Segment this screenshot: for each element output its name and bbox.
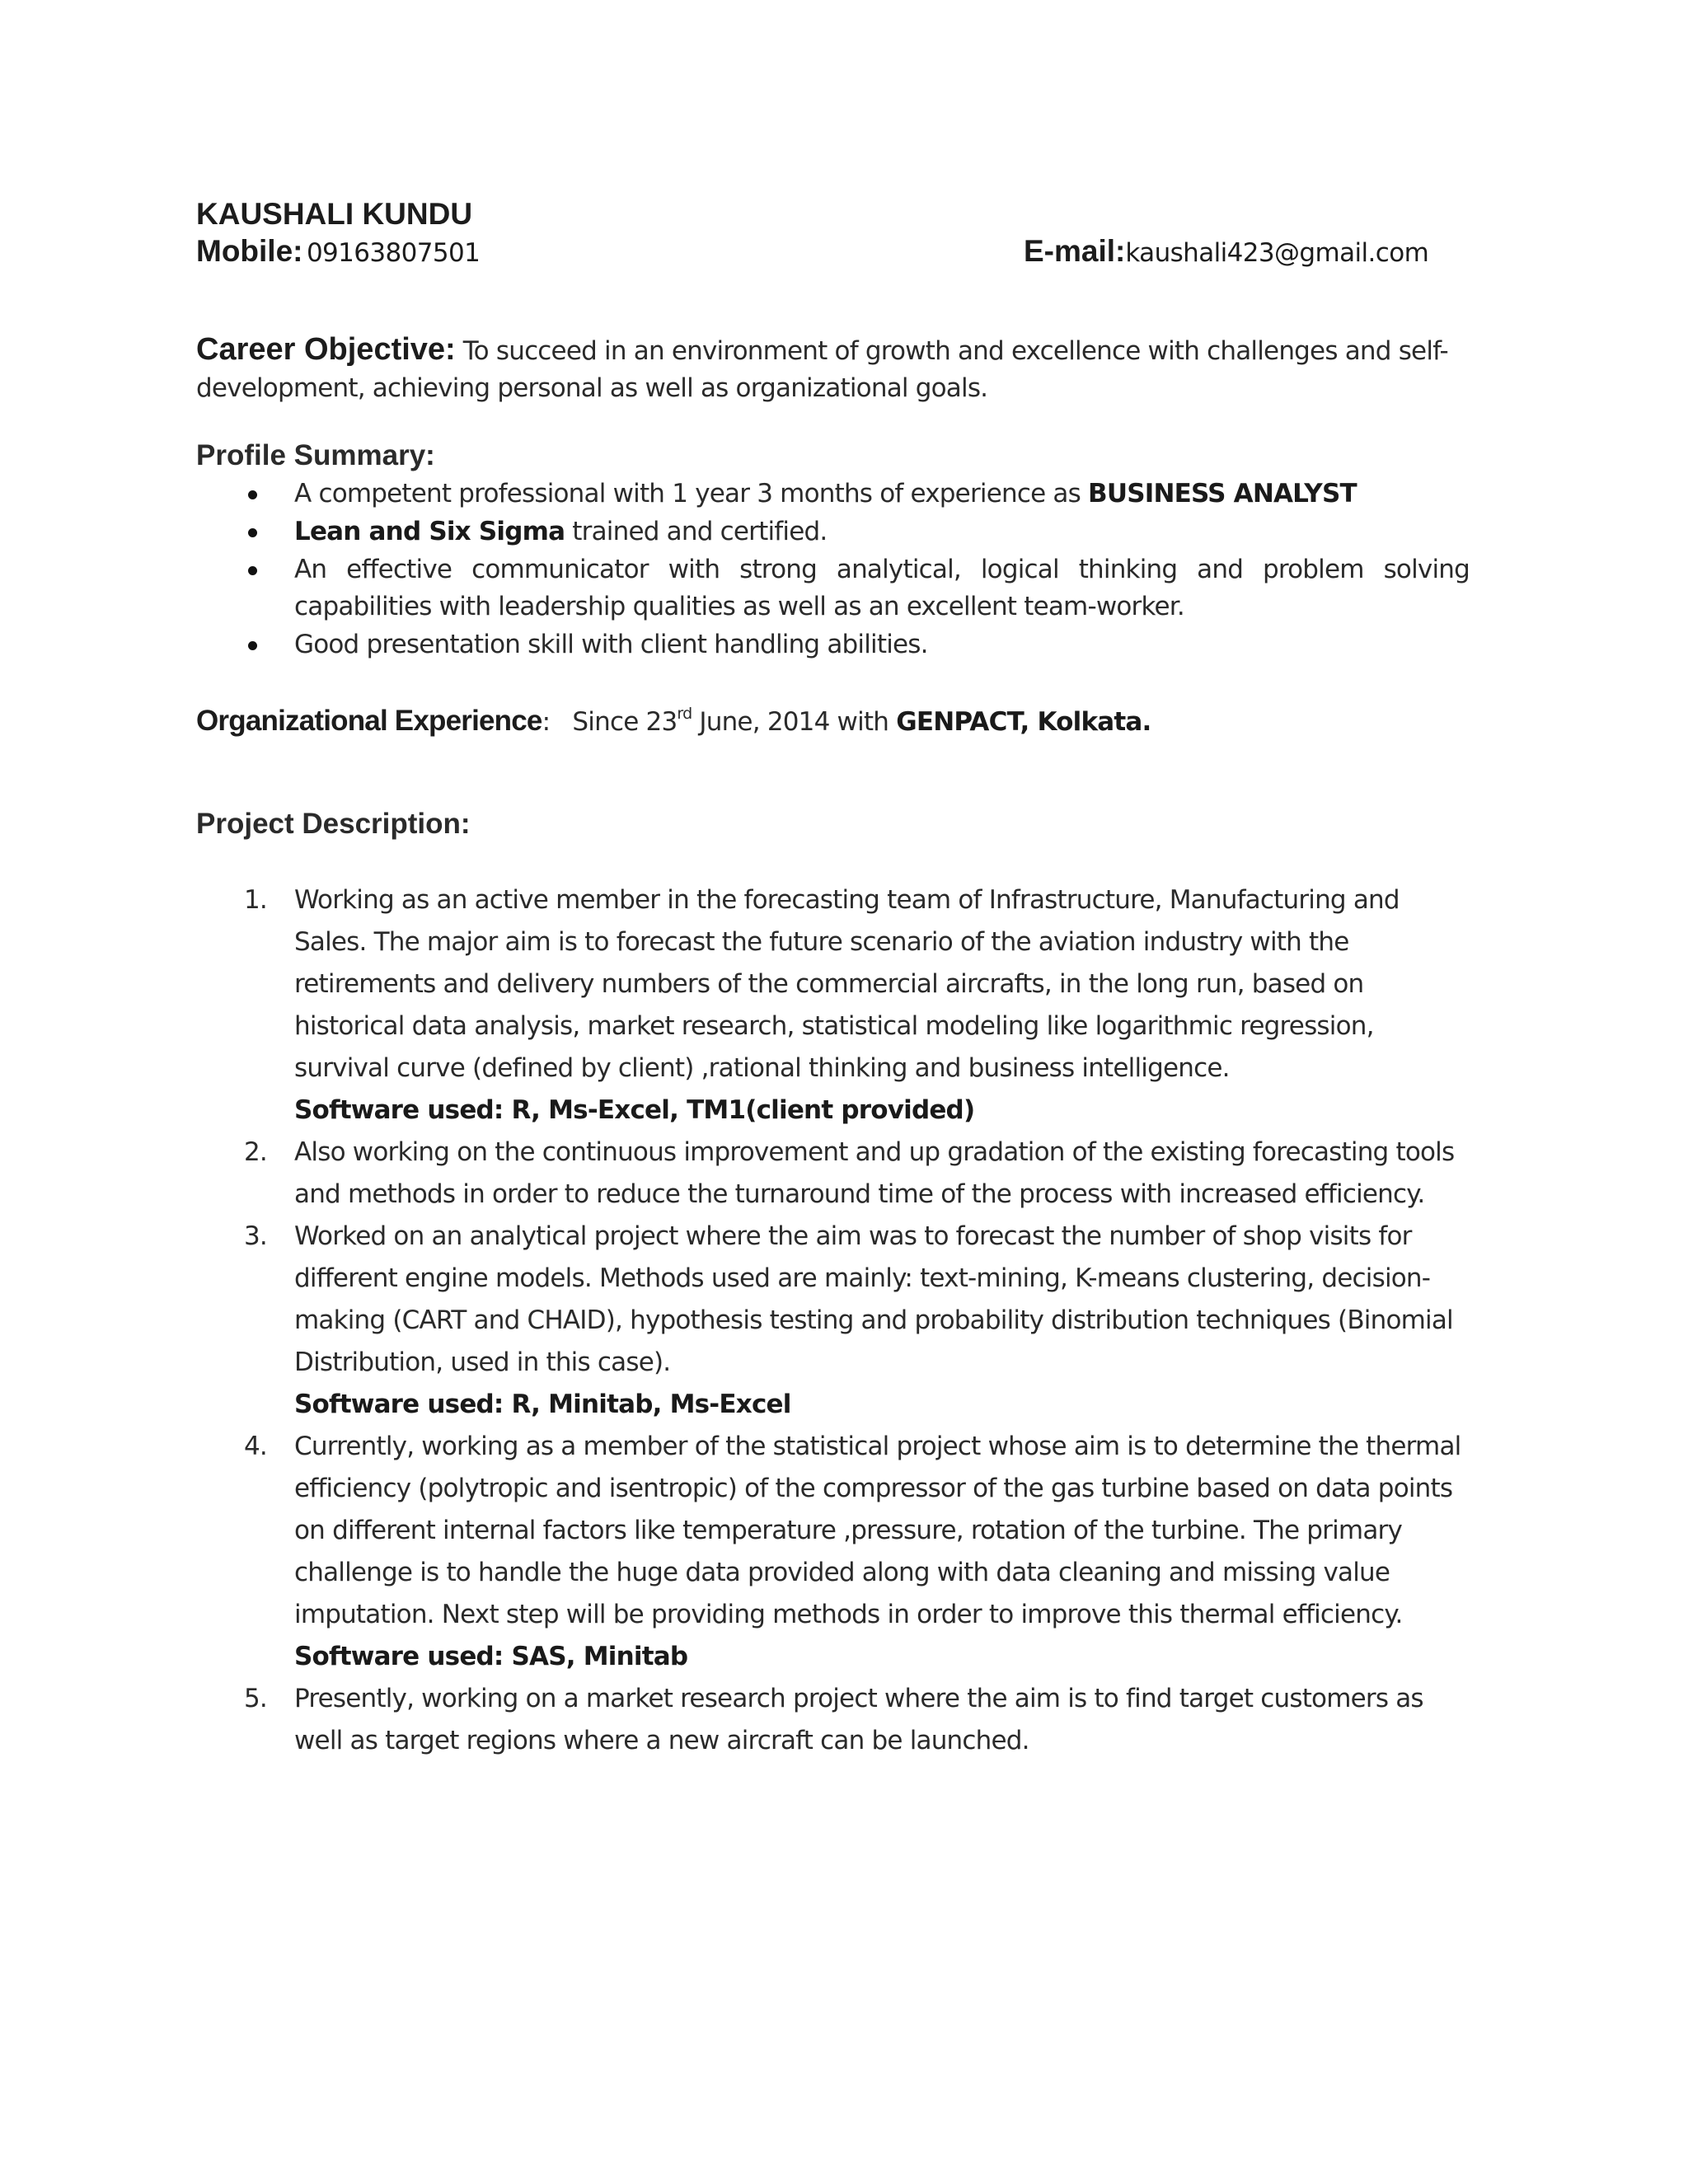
list-item-text: A competent professional with 1 year 3 months of experience as: [294, 479, 1089, 509]
list-item: [196, 476, 1470, 513]
project-description-label: Project Description: [196, 808, 461, 840]
project-description-colon: :: [460, 808, 471, 840]
bullet-icon: [248, 490, 257, 499]
bullet-icon: [248, 528, 257, 537]
bullet-icon: [248, 566, 257, 575]
project-item: [196, 879, 1470, 1132]
list-item-text: Good presentation skill with client handling abilities.: [294, 630, 928, 659]
project-item: [196, 1216, 1470, 1426]
project-description-heading: [196, 805, 1470, 843]
email-address: kaushali423@gmail.com: [1125, 238, 1429, 268]
career-objective-text: To succeed in an environment of growth and excellence with challenges and self-development, achieving personal as well as organizational goals.: [196, 336, 1448, 403]
career-objective-label: Career Objective:: [196, 332, 456, 367]
project-number: 4.: [244, 1432, 267, 1461]
project-text: Working as an active member in the forecasting team of Infrastructure, Manufacturing and Sales. The major aim is to forecast the future scenario of the aviation industry with the retirements and delivery numbers of the commercial aircrafts, in the long run, based on historical data analysis, market research, statistical modeling like logarithmic regression, survival curve (defined by client) ,rational thinking and business intelligence.: [294, 885, 1400, 1083]
mobile-label: Mobile:: [196, 234, 303, 268]
project-text: Presently, working on a market research project where the aim is to find target customers as well as target regions where a new aircraft can be launched.: [294, 1684, 1423, 1755]
email-contact: [1024, 234, 1428, 269]
list-item-text: trained and certified.: [565, 517, 828, 546]
experience-since: Since 23: [572, 707, 678, 737]
organizational-experience-colon: :: [542, 707, 551, 737]
experience-date: June, 2014 with: [692, 707, 897, 737]
candidate-name: KAUSHALI KUNDU: [196, 197, 473, 231]
list-item-emphasis: Lean and Six Sigma: [294, 517, 565, 546]
mobile-contact: [196, 234, 480, 269]
list-item: [196, 626, 1470, 663]
bullet-icon: [248, 641, 257, 650]
project-number: 1.: [244, 885, 267, 915]
project-text: Worked on an analytical project where the aim was to forecast the number of shop visits for different engine models. Methods used are mainly: text-mining, K-means clustering, decision-making (CART and CHAID), hypothesis testing and probability distribution techniques (Binomial Distribution, used in this case).: [294, 1221, 1453, 1377]
organizational-experience-label: Organizational Experience: [196, 705, 542, 737]
date-suffix: rd: [677, 705, 692, 723]
email-label: E-mail:: [1024, 234, 1126, 268]
software-used: Software used: R, Minitab, Ms-Excel: [294, 1390, 791, 1419]
list-item: [196, 551, 1470, 626]
profile-summary-heading: Profile Summary:: [196, 439, 435, 471]
project-text: Also working on the continuous improvement and up gradation of the existing forecasting tools and methods in order to reduce the turnaround time of the process with increased efficiency.: [294, 1137, 1455, 1209]
project-item: [196, 1678, 1470, 1762]
project-number: 3.: [244, 1221, 267, 1251]
contact-row: [196, 232, 1470, 274]
list-item: [196, 513, 1470, 551]
software-used: Software used: R, Ms-Excel, TM1(client provided): [294, 1095, 975, 1125]
software-used: Software used: SAS, Minitab: [294, 1642, 688, 1671]
company-name: GENPACT, Kolkata.: [896, 707, 1151, 737]
project-number: 2.: [244, 1137, 267, 1167]
list-item-text: An effective communicator with strong analytical, logical thinking and problem solving capabilities with leadership qualities as well as an excellent team-worker.: [294, 555, 1470, 621]
career-objective: [196, 331, 1470, 407]
project-list: [196, 879, 1470, 1762]
project-item: [196, 1132, 1470, 1216]
organizational-experience: [196, 693, 1470, 743]
resume-page: [196, 196, 1470, 1762]
project-text: Currently, working as a member of the statistical project whose aim is to determine the thermal efficiency (polytropic and isentropic) of the compressor of the gas turbine based on data points on different internal factors like temperature ,pressure, rotation of the turbine. The primary challenge is to handle the huge data provided along with data cleaning and missing value imputation. Next step will be providing methods in order to improve this thermal efficiency.: [294, 1432, 1461, 1629]
project-item: [196, 1426, 1470, 1678]
mobile-number: 09163807501: [306, 238, 481, 268]
project-number: 5.: [244, 1684, 267, 1713]
list-item-emphasis: BUSINESS ANALYST: [1088, 479, 1357, 509]
profile-summary-list: [196, 476, 1470, 663]
